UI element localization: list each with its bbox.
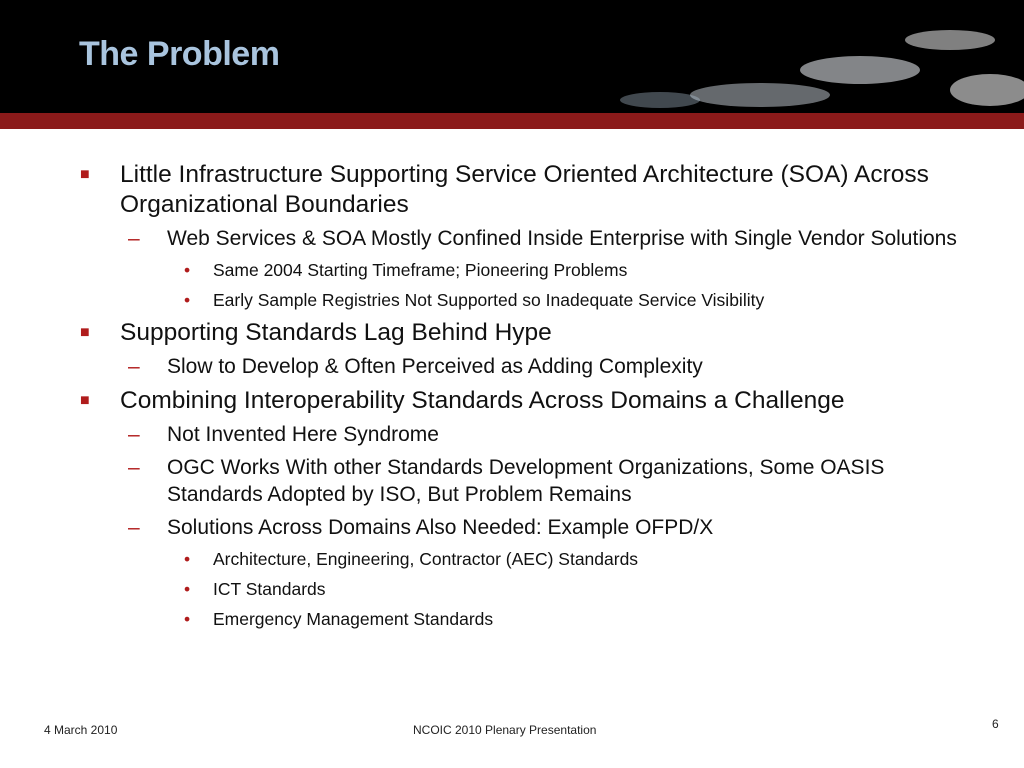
bullet-level2: [0, 514, 957, 541]
bullet-text: Early Sample Registries Not Supported so Inadequate Service Visibility: [213, 290, 765, 310]
slide-title: The Problem: [79, 35, 280, 73]
bullet-text: Slow to Develop & Often Perceived as Adding Complexity: [167, 355, 703, 378]
bullet-level3: [0, 288, 973, 312]
bullet-text: Supporting Standards Lag Behind Hype: [120, 319, 552, 346]
bullet-level1: [0, 318, 980, 348]
footer-presentation-title: NCOIC 2010 Plenary Presentation: [413, 723, 597, 737]
dot-bullet-icon: •: [184, 579, 191, 599]
bullet-list: [0, 160, 1024, 637]
bullet-level2: [0, 421, 957, 448]
bullet-text: Emergency Management Standards: [213, 609, 494, 629]
bullet-text: Combining Interoperability Standards Across Domains a Challenge: [120, 387, 845, 414]
dash-bullet-icon: –: [128, 516, 140, 539]
dash-bullet-icon: –: [128, 423, 140, 446]
dash-bullet-icon: –: [128, 227, 140, 250]
bullet-level2: [0, 353, 957, 380]
bullet-text: OGC Works With other Standards Development Organizations, Some OASIS Standards Adopted by ISO, But Problem Remains: [167, 456, 885, 506]
bullet-text: Web Services & SOA Mostly Confined Inside Enterprise with Single Vendor Solutions: [167, 227, 957, 250]
bullet-level1: [0, 160, 980, 220]
bullet-text: Architecture, Engineering, Contractor (AEC) Standards: [213, 549, 639, 569]
bullet-text: Not Invented Here Syndrome: [167, 423, 439, 446]
dot-bullet-icon: •: [184, 290, 191, 310]
square-bullet-icon: ■: [80, 324, 90, 341]
page-number: 6: [992, 717, 999, 731]
bullet-level3: [0, 547, 973, 571]
bullet-level2: [0, 225, 957, 252]
bullet-level1: [0, 386, 980, 416]
bullet-level2: [0, 454, 957, 508]
bullet-level3: [0, 258, 973, 282]
bullet-level3: [0, 577, 973, 601]
footer-date: 4 March 2010: [44, 723, 118, 737]
bullet-text: ICT Standards: [213, 579, 326, 599]
bullet-text: Solutions Across Domains Also Needed: Example OFPD/X: [167, 516, 714, 539]
bullet-level3: [0, 607, 973, 631]
dot-bullet-icon: •: [184, 260, 191, 280]
header-band: [0, 113, 1024, 129]
dash-bullet-icon: –: [128, 355, 140, 378]
dot-bullet-icon: •: [184, 549, 191, 569]
dash-bullet-icon: –: [128, 456, 140, 479]
bullet-text: Little Infrastructure Supporting Service Oriented Architecture (SOA) Across Organizational Boundaries: [120, 161, 929, 218]
bullet-text: Same 2004 Starting Timeframe; Pioneering Problems: [213, 260, 628, 280]
square-bullet-icon: ■: [80, 392, 90, 409]
dot-bullet-icon: •: [184, 609, 191, 629]
square-bullet-icon: ■: [80, 166, 90, 183]
header-banner: [0, 0, 1024, 113]
